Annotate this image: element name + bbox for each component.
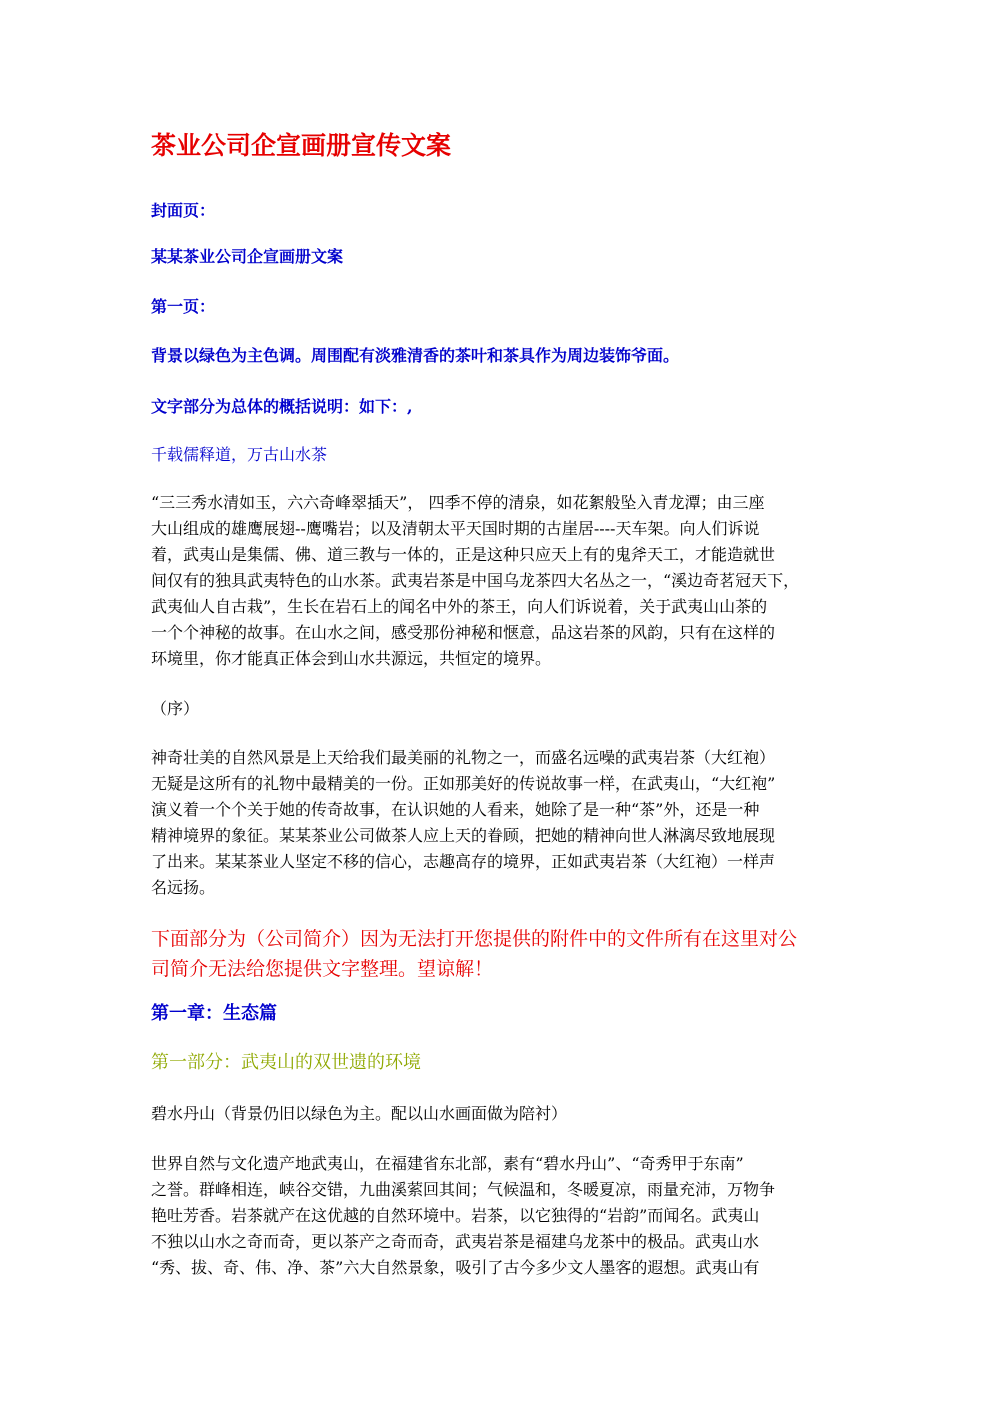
document-title: 茶业公司企宣画册宣传文案 (151, 131, 452, 160)
preface-line: 名远扬。 (151, 878, 216, 897)
preface-label: （序） (151, 699, 200, 718)
intro-line: “三三秀水清如玉，六六奇峰翠插天”， 四季不停的清泉，如花絮般坠入青龙潭；由三座 (151, 493, 765, 512)
world-line: 世界自然与文化遗产地武夷山，在福建省东北部，素有“碧水丹山”、“奇秀甲于东南” (151, 1154, 744, 1173)
world-line: “秀、拔、奇、伟、净、茶”六大自然景象，吸引了古今多少文人墨客的遐想。武夷山有 (151, 1258, 760, 1277)
intro-paragraph (151, 490, 841, 672)
world-line: 之誉。群峰相连，峡谷交错，九曲溪萦回其间；气候温和，冬暖夏凉，雨量充沛，万物争 (151, 1180, 776, 1199)
preface-paragraph (151, 745, 841, 901)
preface-line: 演义着一个个关于她的传奇故事，在认识她的人看来，她除了是一种“茶”外，还是一种 (151, 800, 760, 819)
intro-line: 武夷仙人自古栽”，生长在岩石上的闻名中外的茶王，向人们诉说着，关于武夷山山茶的 (151, 597, 768, 616)
background-note: 背景以绿色为主色调。周围配有淡雅清香的茶叶和茶具作为周边装饰爷面。 (151, 346, 680, 365)
intro-line: 一个个神秘的故事。在山水之间，感受那份神秘和惬意，品这岩茶的风韵，只有在这样的 (151, 623, 776, 642)
notice-line: 下面部分为（公司简介）因为无法打开您提供的附件中的文件所有在这里对公 (151, 928, 798, 950)
slogan: 千载儒释道，万古山水茶 (151, 445, 328, 464)
cover-name: 某某茶业公司企宣画册文案 (151, 247, 344, 266)
preface-line: 神奇壮美的自然风景是上天给我们最美丽的礼物之一，而盛名远噪的武夷岩茶（大红袍） (151, 748, 776, 767)
page1-label: 第一页： (151, 297, 216, 316)
intro-line: 间仅有的独具武夷特色的山水茶。武夷岩茶是中国乌龙茶四大名丛之一，“溪边奇茗冠天下， (151, 571, 800, 590)
world-heritage-paragraph (151, 1151, 841, 1281)
subsection-title: 碧水丹山（背景仍旧以绿色为主。配以山水画面做为陪衬） (151, 1104, 568, 1123)
intro-line: 大山组成的雄鹰展翅--鹰嘴岩；以及清朝太平天国时期的古崖居----天车架。向人们诉说 (151, 519, 760, 538)
intro-line: 环境里，你才能真正体会到山水共源远，共恒定的境界。 (151, 649, 552, 668)
part-heading: 第一部分：武夷山的双世遗的环境 (151, 1052, 421, 1073)
notice-line: 司简介无法给您提供文字整理。望谅解！ (151, 958, 494, 980)
preface-line: 了出来。某某茶业人坚定不移的信心，志趣高存的境界，正如武夷岩茶（大红袍）一样声 (151, 852, 776, 871)
chapter-heading: 第一章：生态篇 (151, 1003, 277, 1024)
cover-label: 封面页： (151, 201, 216, 220)
preface-line: 精神境界的象征。某某茶业公司做茶人应上天的眷顾，把她的精神向世人淋漓尽致地展现 (151, 826, 776, 845)
world-line: 不独以山水之奇而奇，更以茶产之奇而奇，武夷岩茶是福建乌龙茶中的极品。武夷山水 (151, 1232, 760, 1251)
notice-paragraph (151, 924, 841, 984)
intro-line: 着，武夷山是集儒、佛、道三教与一体的，正是这种只应天上有的鬼斧天工，才能造就世 (151, 545, 776, 564)
text-note: 文字部分为总体的概括说明：如下：, (151, 397, 413, 416)
preface-line: 无疑是这所有的礼物中最精美的一份。正如那美好的传说故事一样，在武夷山，“大红袍” (151, 774, 776, 793)
world-line: 艳吐芳香。岩茶就产在这优越的自然环境中。岩茶，以它独得的“岩韵”而闻名。武夷山 (151, 1206, 760, 1225)
